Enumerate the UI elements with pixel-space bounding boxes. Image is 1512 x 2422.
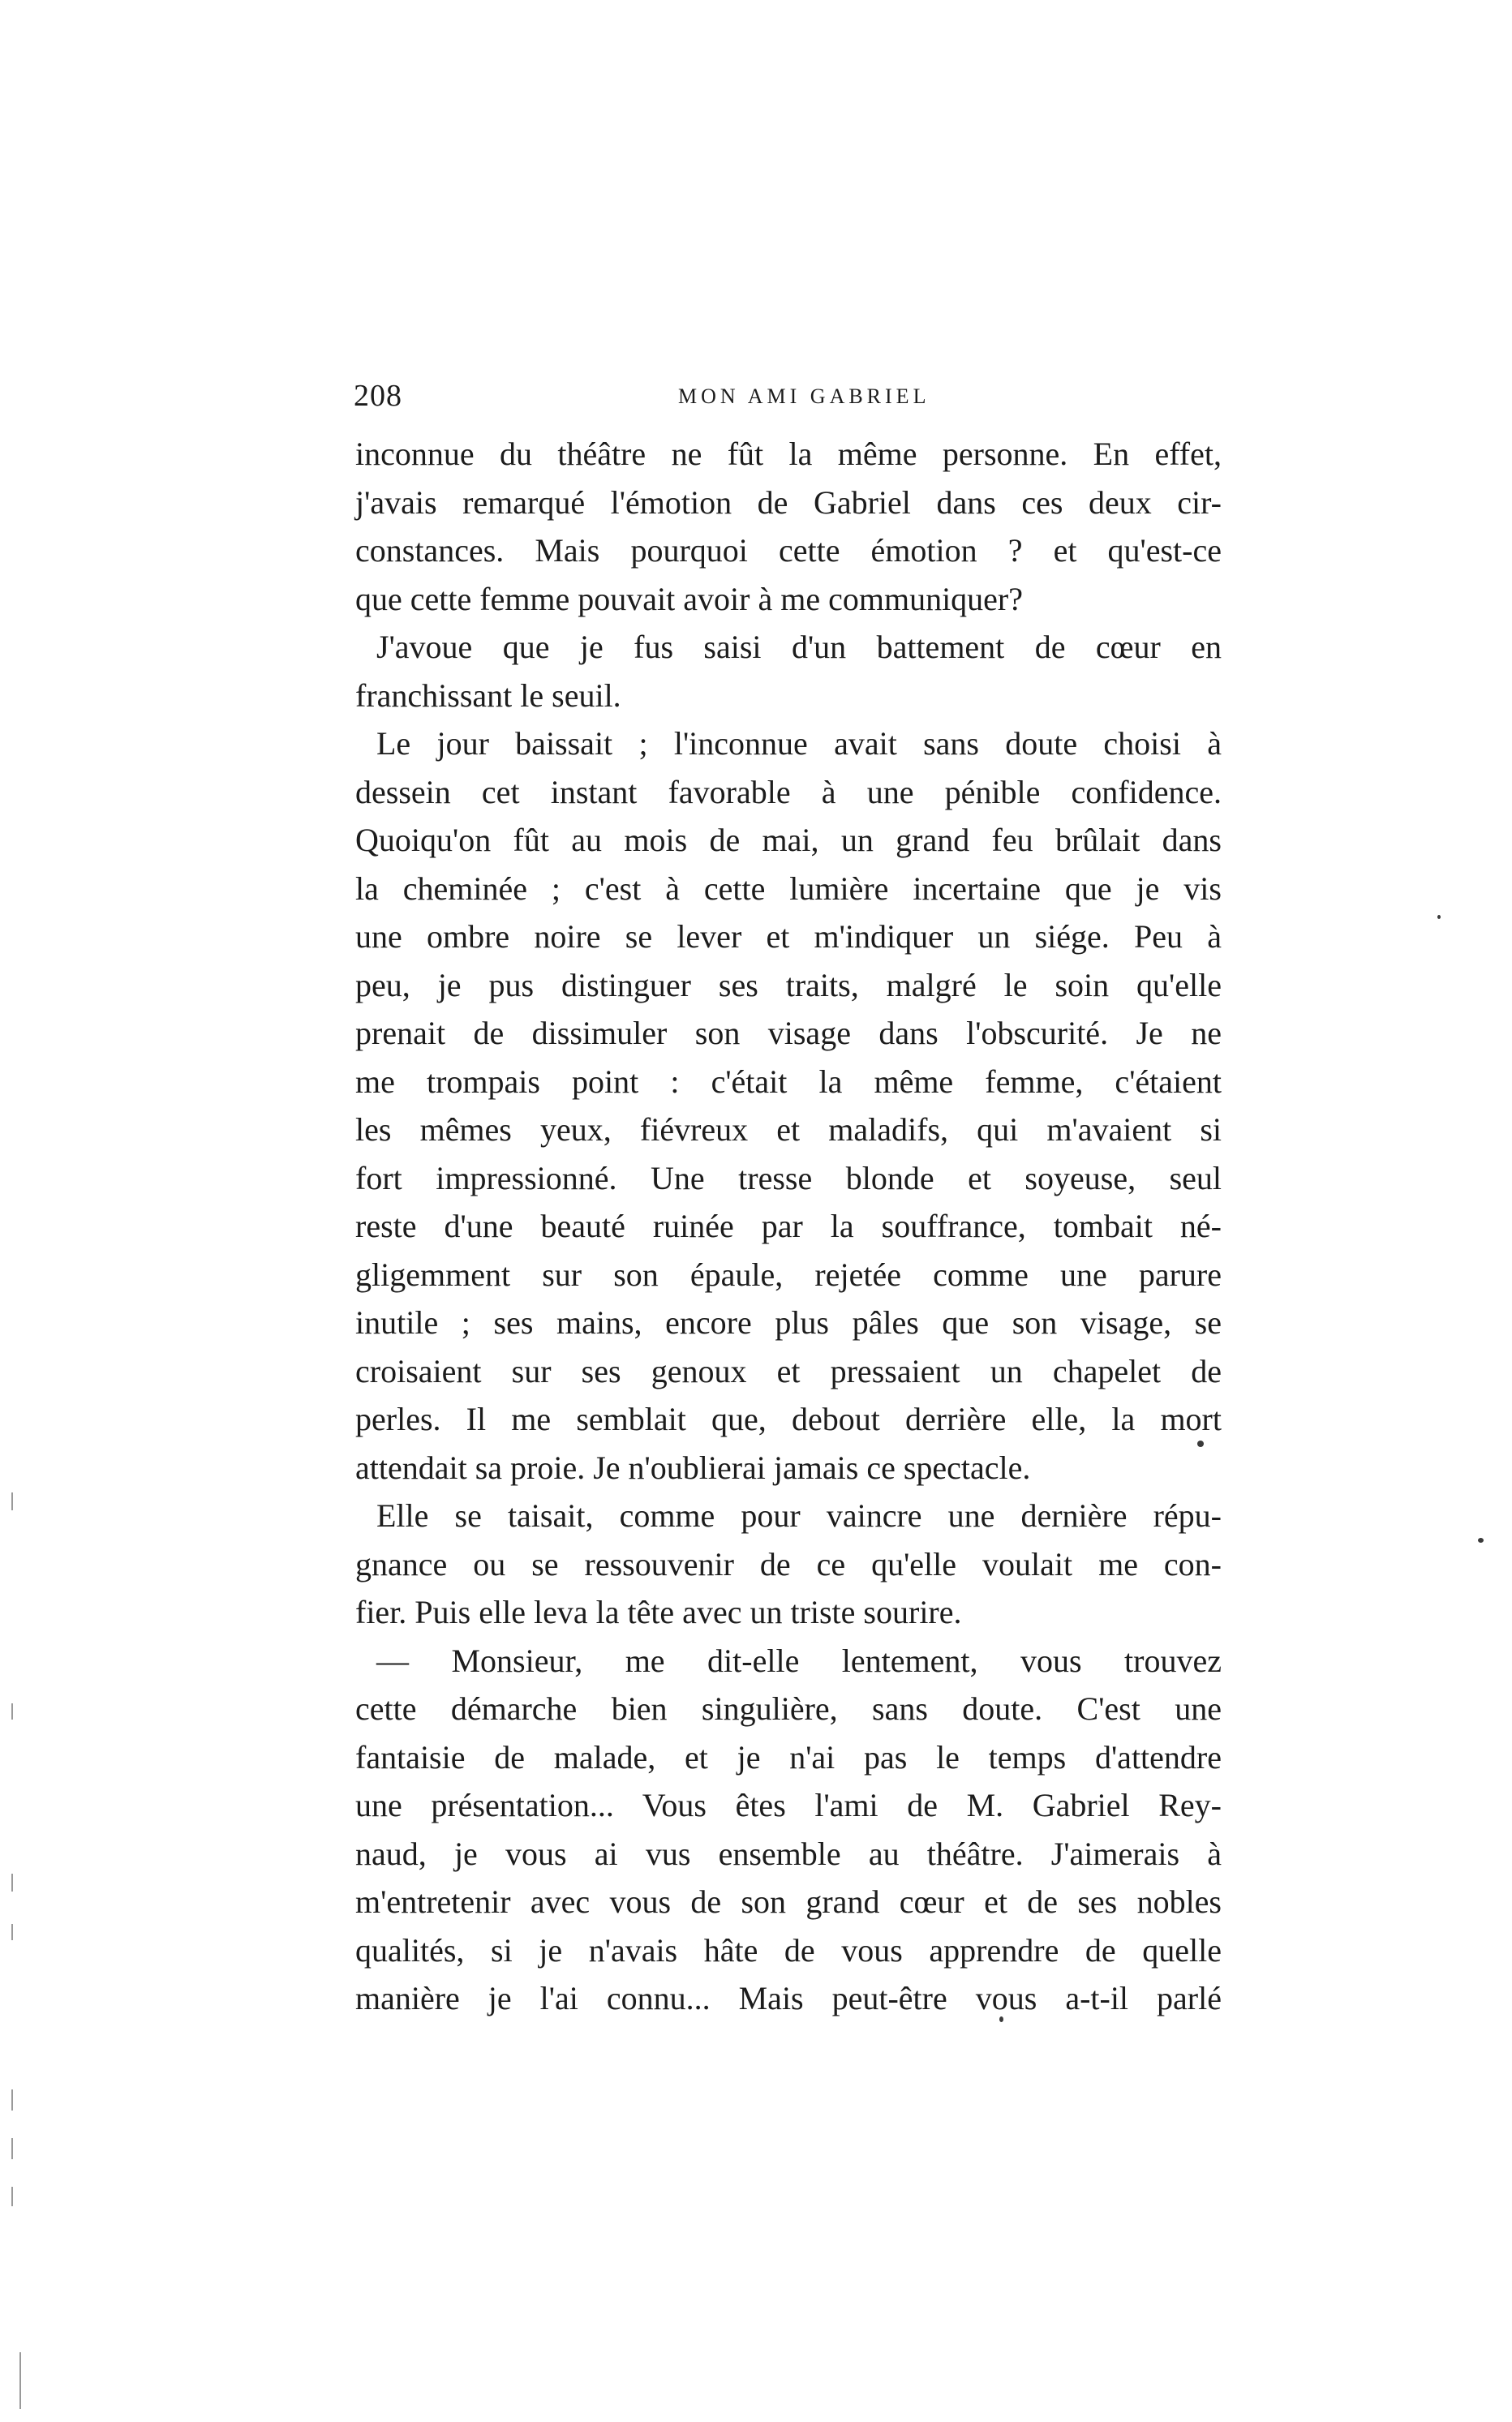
text-line: attendait sa proie. Je n'oublierai jamais ce spectacle. (355, 1449, 1031, 1486)
ink-speck (1197, 1441, 1204, 1447)
scan-edge-mark (11, 1874, 13, 1892)
text-line: reste d'une beauté ruinée par la souffrance, tombait né- (355, 1208, 1222, 1244)
text-line: fier. Puis elle leva la tête avec un triste sourire. (355, 1594, 962, 1630)
scan-edge-mark (11, 2138, 13, 2159)
running-title: MON AMI GABRIEL (678, 384, 930, 408)
text-line: gnance ou se ressouvenir de ce qu'elle voulait me con- (355, 1545, 1222, 1582)
scan-edge-mark (11, 1703, 13, 1720)
text-line: Le jour baissait ; l'inconnue avait sans doute choisi à (376, 725, 1222, 762)
text-line: — Monsieur, me dit-elle lentement, vous trouvez (376, 1642, 1222, 1679)
scan-edge-mark (19, 2352, 21, 2409)
text-line: perles. Il me semblait que, debout derrière elle, la mort (355, 1401, 1222, 1437)
text-line: J'avoue que je fus saisi d'un battement de cœur en (376, 629, 1222, 665)
text-line: franchissant le seuil. (355, 676, 621, 714)
text-line: Quoiqu'on fût au mois de mai, un grand feu brûlait dans (355, 822, 1222, 858)
text-line: prenait de dissimuler son visage dans l'obscurité. Je ne (355, 1015, 1222, 1051)
text-line: qualités, si je n'avais hâte de vous apprendre de quelle (355, 1931, 1222, 1969)
text-line: inutile ; ses mains, encore plus pâles que son visage, se (355, 1304, 1222, 1341)
text-line: m'entretenir avec vous de son grand cœur et de ses nobles (355, 1883, 1222, 1920)
text-line: j'avais remarqué l'émotion de Gabriel dans ces deux cir- (355, 483, 1222, 521)
scan-edge-mark (11, 1924, 13, 1940)
ink-speck (1437, 915, 1441, 919)
text-line: naud, je vous ai vus ensemble au théâtre. J'aimerais à (355, 1835, 1222, 1872)
text-line: une ombre noire se lever et m'indiquer un siége. Peu à (355, 918, 1222, 955)
ink-speck (999, 2016, 1003, 2022)
text-line: peu, je pus distinguer ses traits, malgré le soin qu'elle (355, 966, 1222, 1003)
text-line: fort impressionné. Une tresse blonde et soyeuse, seul (355, 1159, 1222, 1196)
text-line: la cheminée ; c'est à cette lumière incertaine que je vis (355, 870, 1222, 907)
body-text (355, 430, 1222, 2023)
text-line: inconnue du théâtre ne fût la même personne. En effet, (355, 436, 1222, 472)
text-line: croisaient sur ses genoux et pressaient un chapelet de (355, 1352, 1222, 1389)
scan-edge-mark (11, 2187, 13, 2206)
page-number: 208 (354, 379, 402, 413)
scan-edge-mark (11, 1492, 13, 1510)
text-line: manière je l'ai connu... Mais peut-être vous a-t-il parlé (355, 1980, 1222, 2016)
text-line: constances. Mais pourquoi cette émotion ? et qu'est-ce (355, 532, 1222, 569)
scan-edge-mark (11, 2089, 13, 2111)
page-header (354, 375, 1222, 423)
text-line: gligemment sur son épaule, rejetée comme une parure (355, 1256, 1222, 1293)
text-line: dessein cet instant favorable à une pénible confidence. (355, 773, 1222, 810)
text-line: cette démarche bien singulière, sans doute. C'est une (355, 1690, 1222, 1727)
text-line: fantaisie de malade, et je n'ai pas le temps d'attendre (355, 1738, 1222, 1776)
text-line: que cette femme pouvait avoir à me communiquer? (355, 580, 1024, 617)
text-line: une présentation... Vous êtes l'ami de M. Gabriel Rey- (355, 1787, 1222, 1823)
text-line: Elle se taisait, comme pour vaincre une dernière répu- (376, 1497, 1222, 1534)
text-line: les mêmes yeux, fiévreux et maladifs, qui m'avaient si (355, 1111, 1222, 1148)
ink-speck (1478, 1538, 1484, 1543)
text-line: me trompais point : c'était la même femme, c'étaient (355, 1063, 1222, 1100)
